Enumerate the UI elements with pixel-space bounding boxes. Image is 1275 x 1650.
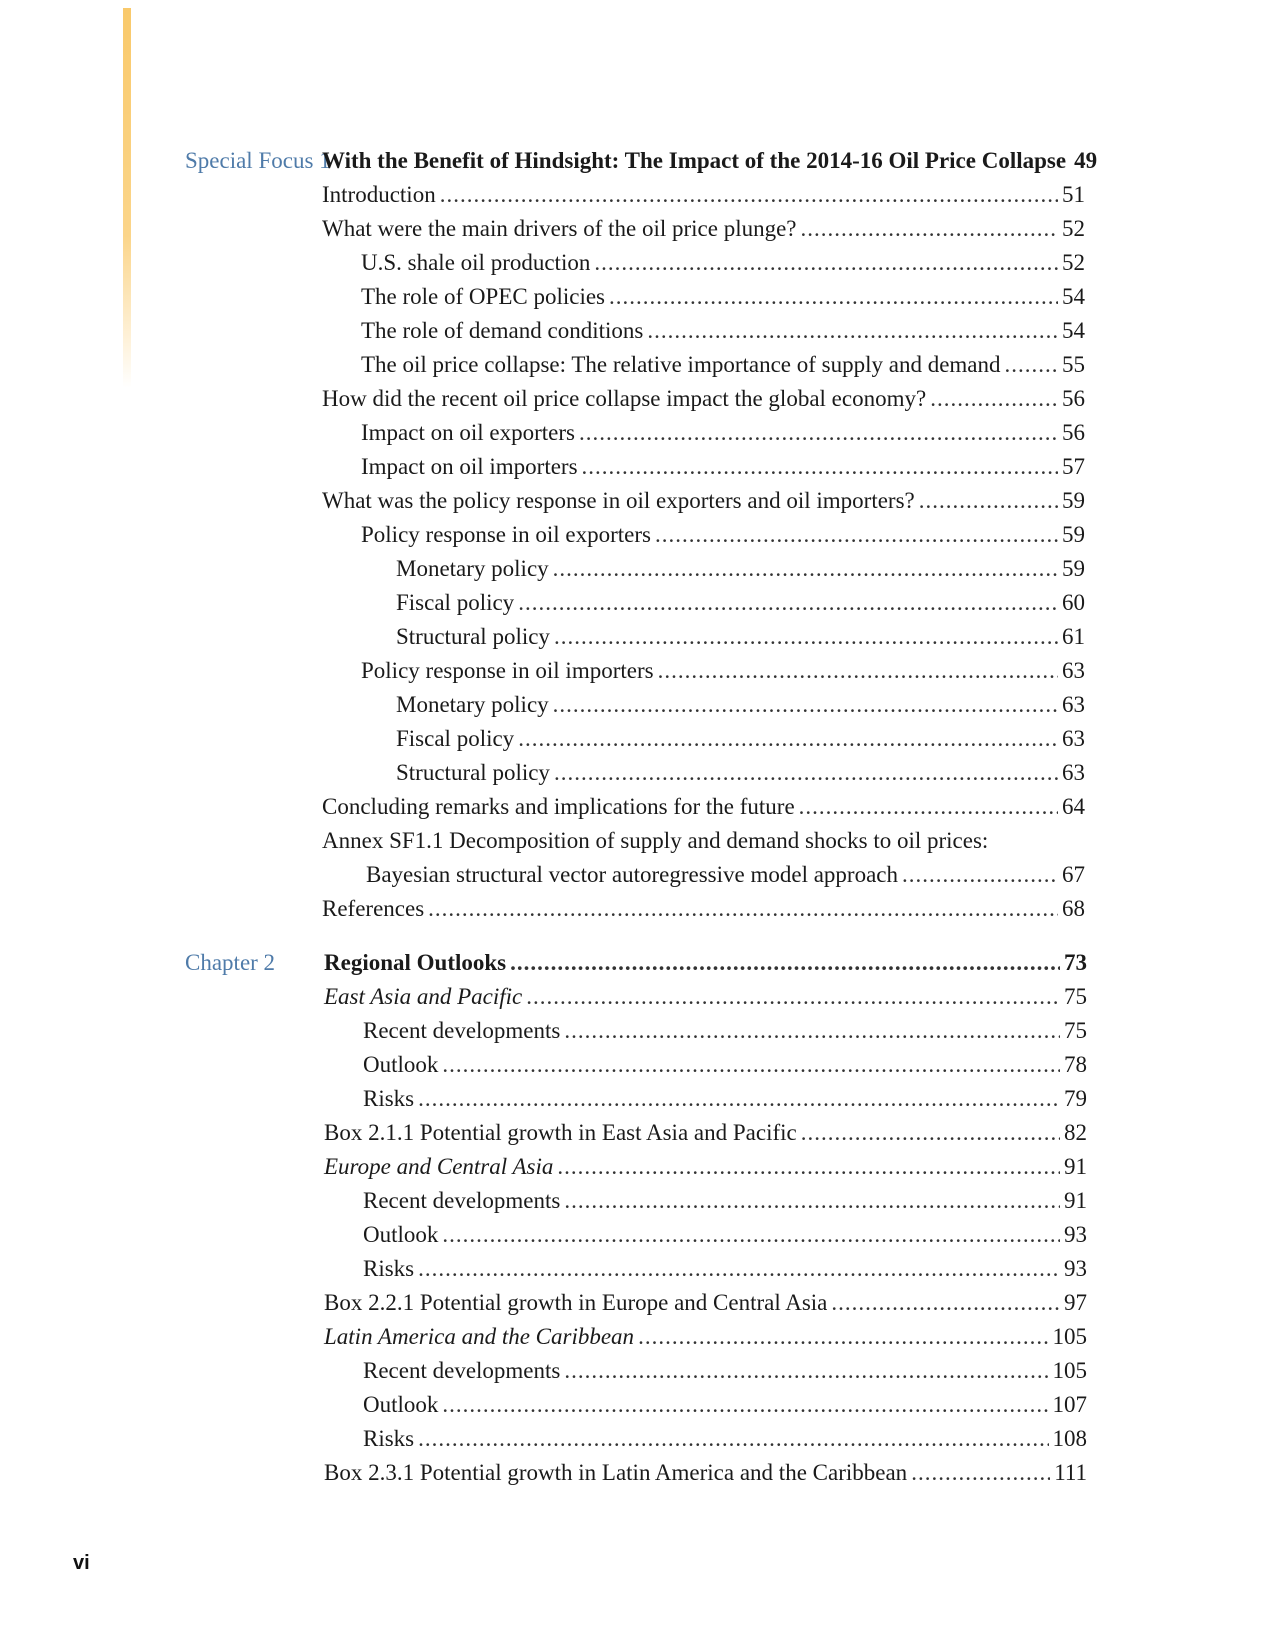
toc-entry-title: The role of demand conditions (361, 318, 644, 343)
toc-entry-page: 78 (1064, 1052, 1087, 1077)
toc-leader (428, 892, 1058, 926)
toc-leader (1005, 348, 1058, 382)
toc-leader (564, 1014, 1060, 1048)
toc-leader (553, 688, 1058, 722)
toc-leader (554, 756, 1058, 790)
toc-entry[interactable] (322, 484, 1085, 518)
toc-entry[interactable] (396, 756, 1085, 790)
toc-entry-title: U.S. shale oil production (361, 250, 591, 275)
toc-entry[interactable] (363, 1184, 1087, 1218)
toc-entry-page: 93 (1064, 1256, 1087, 1281)
toc-entry-title: Fiscal policy (396, 726, 515, 751)
toc-entry-title: Outlook (363, 1222, 439, 1247)
toc-entry[interactable] (363, 1218, 1087, 1252)
toc-leader (418, 1422, 1048, 1456)
page-number: vi (73, 1552, 90, 1574)
toc-entry-title: Structural policy (396, 624, 550, 649)
toc-entry-region[interactable] (324, 1320, 1087, 1354)
toc-entry-title: Outlook (363, 1052, 439, 1077)
toc-entry[interactable] (396, 552, 1085, 586)
references-entry[interactable] (322, 892, 1085, 926)
toc-entry-page: 56 (1062, 420, 1085, 445)
toc-leader (831, 1286, 1060, 1320)
toc-leader (518, 722, 1058, 756)
toc-entry-region[interactable] (324, 1150, 1087, 1184)
toc-leader (638, 1320, 1048, 1354)
toc-entry-page: 63 (1062, 692, 1085, 717)
toc-entry-title: References (322, 896, 425, 921)
toc-entry-page: 61 (1062, 624, 1085, 649)
toc-entry[interactable] (361, 416, 1085, 450)
toc-entry-page: 97 (1064, 1290, 1087, 1315)
toc-leader (579, 416, 1058, 450)
annex-entry-line1[interactable]: Annex SF1.1 Decomposition of supply and demand shocks to oil prices: (322, 828, 989, 853)
toc-entry-page: 67 (1062, 862, 1085, 887)
toc-entry-title: Risks (363, 1256, 415, 1281)
toc-entry-title: Fiscal policy (396, 590, 515, 615)
toc-entry-title: Structural policy (396, 760, 550, 785)
toc-entry-page: 63 (1062, 658, 1085, 683)
toc-entry-page: 108 (1052, 1426, 1087, 1451)
toc-entry-title: Recent developments (363, 1358, 561, 1383)
toc-leader (442, 1218, 1060, 1252)
toc-entry-title: Policy response in oil importers (361, 658, 654, 683)
toc-entry-title: Risks (363, 1086, 415, 1111)
toc-entry[interactable] (396, 586, 1085, 620)
toc-entry-page: 79 (1064, 1086, 1087, 1111)
toc-entry[interactable] (396, 688, 1085, 722)
toc-entry-title: The oil price collapse: The relative importance of supply and demand (361, 352, 1001, 377)
toc-entry-page: 49 (1074, 148, 1098, 173)
toc-entry-page: 105 (1052, 1358, 1087, 1383)
toc-entry-title: Europe and Central Asia (324, 1154, 554, 1179)
toc-entry-title: Introduction (322, 182, 436, 207)
toc-leader (418, 1252, 1060, 1286)
toc-leader (609, 280, 1058, 314)
toc-entry[interactable] (361, 280, 1085, 314)
toc-entry[interactable] (363, 1082, 1087, 1116)
toc-entry-page: 107 (1052, 1392, 1087, 1417)
toc-entry[interactable] (322, 212, 1085, 246)
toc-entry-title: East Asia and Pacific (324, 984, 523, 1009)
toc-entry-title: What was the policy response in oil exporters and oil importers? (322, 488, 915, 513)
toc-entry-title: With the Benefit of Hindsight: The Impact of the 2014-16 Oil Price Collapse (322, 148, 1067, 173)
toc-entry-title: Outlook (363, 1392, 439, 1417)
toc-entry-page: 51 (1062, 182, 1085, 207)
toc-leader (510, 946, 1060, 980)
toc-leader (594, 246, 1058, 280)
toc-entry-page: 68 (1062, 896, 1085, 921)
toc-leader (801, 212, 1058, 246)
toc-entry-box[interactable] (324, 1116, 1087, 1150)
toc-entry-title: Bayesian structural vector autoregressive model approach (366, 862, 898, 887)
toc-entry-title: What were the main drivers of the oil price plunge? (322, 216, 797, 241)
toc-leader (902, 858, 1058, 892)
toc-entry[interactable] (396, 722, 1085, 756)
toc-entry-title: The role of OPEC policies (361, 284, 606, 309)
toc-entry-box[interactable] (324, 1286, 1087, 1320)
toc-leader (930, 382, 1058, 416)
toc-entry-title: Impact on oil exporters (361, 420, 575, 445)
toc-entry-box[interactable] (324, 1456, 1087, 1490)
toc-leader (564, 1354, 1048, 1388)
toc-entry-page: 75 (1064, 984, 1087, 1009)
toc-entry-page: 60 (1062, 590, 1085, 615)
toc-entry-title: Regional Outlooks (324, 950, 507, 975)
toc-entry-title: Recent developments (363, 1188, 561, 1213)
toc-entry-page: 91 (1064, 1154, 1087, 1179)
toc-entry-title: Monetary policy (396, 692, 549, 717)
toc-leader (440, 178, 1058, 212)
toc-leader (442, 1388, 1048, 1422)
toc-entry-page: 59 (1062, 556, 1085, 581)
toc-entry-title: Box 2.3.1 Potential growth in Latin America and the Caribbean (324, 1460, 908, 1485)
toc-leader (647, 314, 1058, 348)
toc-entry[interactable] (361, 246, 1085, 280)
toc-entry-page: 111 (1054, 1460, 1087, 1485)
toc-entry[interactable] (322, 178, 1085, 212)
toc-entry-title: Recent developments (363, 1018, 561, 1043)
toc-entry[interactable] (361, 450, 1085, 484)
toc-entry[interactable] (363, 1252, 1087, 1286)
toc-entry[interactable] (361, 314, 1085, 348)
toc-entry[interactable] (361, 654, 1085, 688)
toc-entry-page: 52 (1062, 250, 1085, 275)
toc-leader (526, 980, 1060, 1014)
toc-entry-page: 56 (1062, 386, 1085, 411)
annex-entry-line2[interactable] (366, 858, 1085, 892)
toc-entry-page: 54 (1062, 284, 1085, 309)
special-focus-label: Special Focus 1 (185, 148, 331, 173)
toc-entry-page: 55 (1062, 352, 1085, 377)
toc-entry[interactable] (363, 1014, 1087, 1048)
toc-entry-page: 93 (1064, 1222, 1087, 1247)
chapter-2-label: Chapter 2 (185, 950, 276, 975)
toc-entry-title: Monetary policy (396, 556, 549, 581)
toc-leader (442, 1048, 1060, 1082)
toc-entry-page: 82 (1064, 1120, 1087, 1145)
toc-entry[interactable] (396, 620, 1085, 654)
toc-entry-page: 54 (1062, 318, 1085, 343)
toc-leader (911, 1456, 1050, 1490)
toc-leader (564, 1184, 1060, 1218)
toc-entry[interactable] (361, 348, 1085, 382)
toc-entry[interactable] (322, 790, 1085, 824)
toc-entry-title: Box 2.2.1 Potential growth in Europe and Central Asia (324, 1290, 828, 1315)
toc-entry-page: 105 (1052, 1324, 1087, 1349)
toc-entry-page: 59 (1062, 522, 1085, 547)
toc-entry-page: 75 (1064, 1018, 1087, 1043)
toc-entry[interactable] (363, 1422, 1087, 1456)
toc-leader (801, 1116, 1060, 1150)
toc-leader (554, 620, 1058, 654)
toc-entry[interactable] (363, 1048, 1087, 1082)
toc-entry-page: 63 (1062, 726, 1085, 751)
toc-entry-page: 91 (1064, 1188, 1087, 1213)
toc-entry-title: Risks (363, 1426, 415, 1451)
toc-leader (658, 654, 1058, 688)
toc-entry-title: Concluding remarks and implications for the future (322, 794, 795, 819)
toc-leader (919, 484, 1058, 518)
toc-entry-region[interactable] (324, 980, 1087, 1014)
toc-entry-page: 64 (1062, 794, 1085, 819)
toc-leader (418, 1082, 1060, 1116)
special-focus-title-entry[interactable] (322, 144, 1098, 178)
toc-entry-page: 52 (1062, 216, 1085, 241)
toc-leader (799, 790, 1058, 824)
toc-entry-title: How did the recent oil price collapse impact the global economy? (322, 386, 927, 411)
toc-leader (553, 552, 1058, 586)
chapter-2-title-entry[interactable] (324, 946, 1087, 980)
toc-leader (557, 1150, 1060, 1184)
toc-entry[interactable] (322, 382, 1085, 416)
toc-entry-title: Impact on oil importers (361, 454, 578, 479)
toc-leader (582, 450, 1058, 484)
toc-entry-title: Policy response in oil exporters (361, 522, 652, 547)
toc-leader (518, 586, 1058, 620)
toc-entry-page: 73 (1064, 950, 1087, 975)
toc-entry-page: 59 (1062, 488, 1085, 513)
toc-entry-title: Latin America and the Caribbean (324, 1324, 635, 1349)
toc-entry-page: 57 (1062, 454, 1085, 479)
toc-entry[interactable] (361, 518, 1085, 552)
toc-entry[interactable] (363, 1354, 1087, 1388)
toc-entry-title: Box 2.1.1 Potential growth in East Asia and Pacific (324, 1120, 797, 1145)
toc-leader (655, 518, 1058, 552)
toc-entry-page: 63 (1062, 760, 1085, 785)
toc-entry[interactable] (363, 1388, 1087, 1422)
decorative-side-bar (123, 8, 131, 388)
